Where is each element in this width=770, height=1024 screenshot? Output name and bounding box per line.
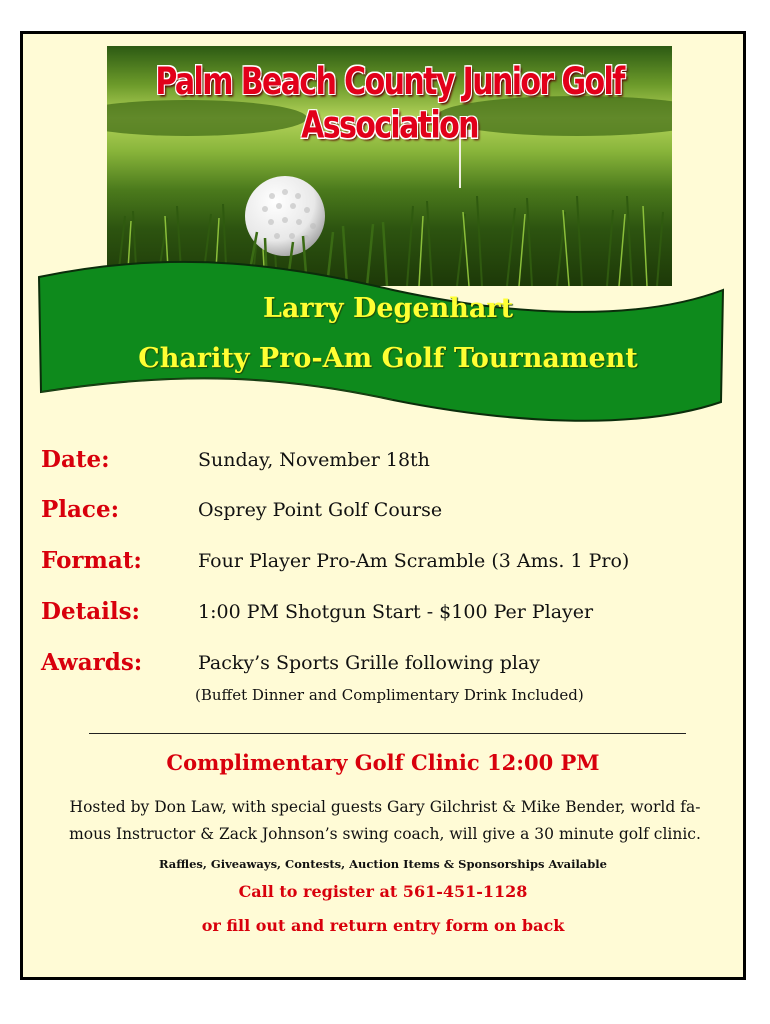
awards-note: (Buffet Dinner and Complimentary Drink Included): [195, 686, 584, 704]
date-label: Date:: [41, 446, 110, 473]
place-label: Place:: [41, 496, 120, 523]
call-to-register: Call to register at 561-451-1128: [238, 882, 528, 901]
clinic-description: [35, 794, 735, 848]
date-value: Sunday, November 18th: [198, 449, 430, 471]
format-value: Four Player Pro-Am Scramble (3 Ams. 1 Pro): [198, 550, 630, 572]
clinic-line-2: mous Instructor & Zack Johnson’s swing coach, will give a 30 minute golf clinic.: [69, 825, 701, 843]
flyer-frame: [20, 31, 746, 980]
divider: [89, 733, 686, 734]
tournament-title: [63, 284, 713, 384]
golf-hero-image: [107, 46, 672, 286]
tournament-name-line: Larry Degenhart: [262, 293, 514, 324]
details-value: 1:00 PM Shotgun Start - $100 Per Player: [198, 601, 594, 623]
clinic-title: Complimentary Golf Clinic 12:00 PM: [166, 750, 600, 775]
details-label: Details:: [41, 598, 141, 625]
association-title: Palm Beach County Junior Golf Association: [155, 60, 624, 148]
place-value: Osprey Point Golf Course: [198, 499, 443, 521]
entry-form-note: or fill out and return entry form on back: [201, 916, 565, 935]
tournament-type-line: Charity Pro-Am Golf Tournament: [138, 343, 638, 374]
clinic-line-1: Hosted by Don Law, with special guests Gary Gilchrist & Mike Bender, world fa-: [69, 798, 701, 816]
format-label: Format:: [41, 547, 142, 574]
awards-value: Packy’s Sports Grille following play: [198, 652, 541, 674]
awards-label: Awards:: [41, 649, 143, 676]
raffles-note: Raffles, Giveaways, Contests, Auction Items & Sponsorships Available: [158, 857, 607, 871]
